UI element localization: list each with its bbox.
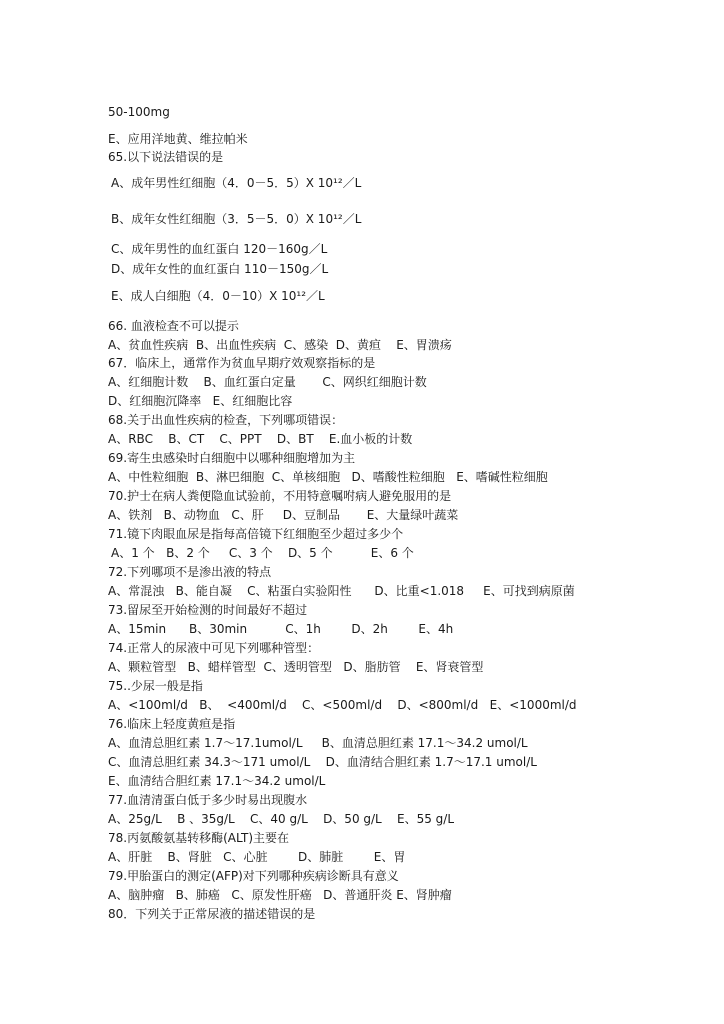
- question-80: 80．下列关于正常尿液的描述错误的是: [108, 907, 316, 921]
- option-line: A、15min B、30min C、1h D、2h E、4h: [108, 622, 454, 636]
- option-line: A、中性粒细胞 B、淋巴细胞 C、单核细胞 D、嗜酸性粒细胞 E、嗜碱性粒细胞: [108, 470, 548, 484]
- text-line: 50-100mg: [108, 105, 170, 119]
- option-line: A、肝脏 B、肾脏 C、心脏 D、肺脏 E、胃: [108, 850, 406, 864]
- option-line: D、成年女性的血红蛋白 110－150g／L: [111, 262, 329, 276]
- question-67: 67．临床上，通常作为贫血早期疗效观察指标的是: [108, 356, 376, 370]
- option-line: A、颗粒管型 B、蜡样管型 C、透明管型 D、脂肪管 E、肾衰管型: [108, 660, 484, 674]
- option-line: A、红细胞计数 B、血红蛋白定量 C、网织红细胞计数: [108, 375, 427, 389]
- option-line: C、成年男性的血红蛋白 120－160g／L: [111, 242, 328, 256]
- option-line: B、成年女性红细胞（3．5－5．0）X 10¹²／L: [111, 212, 362, 226]
- question-71: 71.镜下肉眼血尿是指每高倍镜下红细胞至少超过多少个: [108, 527, 404, 541]
- question-79: 79.甲胎蛋白的测定(AFP)对下列哪种疾病诊断具有意义: [108, 869, 399, 883]
- question-77: 77.血清清蛋白低于多少时易出现腹水: [108, 793, 308, 807]
- option-line: A、成年男性红细胞（4．0－5．5）X 10¹²／L: [111, 176, 362, 190]
- question-66: 66. 血液检查不可以提示: [108, 319, 239, 333]
- question-65: 65.以下说法错误的是: [108, 150, 224, 164]
- question-68: 68.关于出血性疾病的检查，下列哪项错误：: [108, 413, 344, 427]
- question-74: 74.正常人的尿液中可见下列哪种管型：: [108, 641, 320, 655]
- option-line: E、血清结合胆红素 17.1～34.2 umol/L: [108, 774, 326, 788]
- option-line: A、脑肿瘤 B、肺癌 C、原发性肝癌 D、普通肝炎 E、肾肿瘤: [108, 888, 452, 902]
- question-69: 69.寄生虫感染时白细胞中以哪种细胞增加为主: [108, 451, 356, 465]
- question-70: 70.护士在病人粪便隐血试验前，不用特意嘱咐病人避免服用的是: [108, 489, 452, 503]
- option-line: E、成人白细胞（4．0－10）X 10¹²／L: [111, 289, 325, 303]
- option-line: A、铁剂 B、动物血 C、肝 D、豆制品 E、大量绿叶蔬菜: [108, 508, 459, 522]
- question-72: 72.下列哪项不是渗出液的特点: [108, 565, 272, 579]
- question-78: 78.丙氨酸氨基转移酶(ALT)主要在: [108, 831, 290, 845]
- question-73: 73.留尿至开始检测的时间最好不超过: [108, 603, 308, 617]
- option-line: A、RBC B、CT C、PPT D、BT E.血小板的计数: [108, 432, 413, 446]
- option-line: A、常混浊 B、能自凝 C、粘蛋白实验阳性 D、比重<1.018 E、可找到病原菌: [108, 584, 575, 598]
- option-line: A、贫血性疾病 B、出血性疾病 C、感染 D、黄疸 E、胃溃疡: [108, 338, 452, 352]
- option-line: D、红细胞沉降率 E、红细胞比容: [108, 394, 293, 408]
- question-76: 76.临床上轻度黄疸是指: [108, 717, 236, 731]
- option-line: A、血清总胆红素 1.7～17.1umol/L B、血清总胆红素 17.1～34.2 umol/L: [108, 736, 528, 750]
- option-line: A、<100ml/d B、 <400ml/d C、<500ml/d D、<800ml/d E、<1000ml/d: [108, 698, 577, 712]
- text-line: E、应用洋地黄、维拉帕米: [108, 132, 248, 146]
- option-line: A、1 个 B、2 个 C、3 个 D、5 个 E、6 个: [111, 546, 414, 560]
- question-75: 75..少尿一般是指: [108, 679, 203, 693]
- option-line: A、25g/L B 、35g/L C、40 g/L D、50 g/L E、55 g/L: [108, 812, 455, 826]
- option-line: C、血清总胆红素 34.3～171 umol/L D、血清结合胆红素 1.7～17.1 umol/L: [108, 755, 537, 769]
